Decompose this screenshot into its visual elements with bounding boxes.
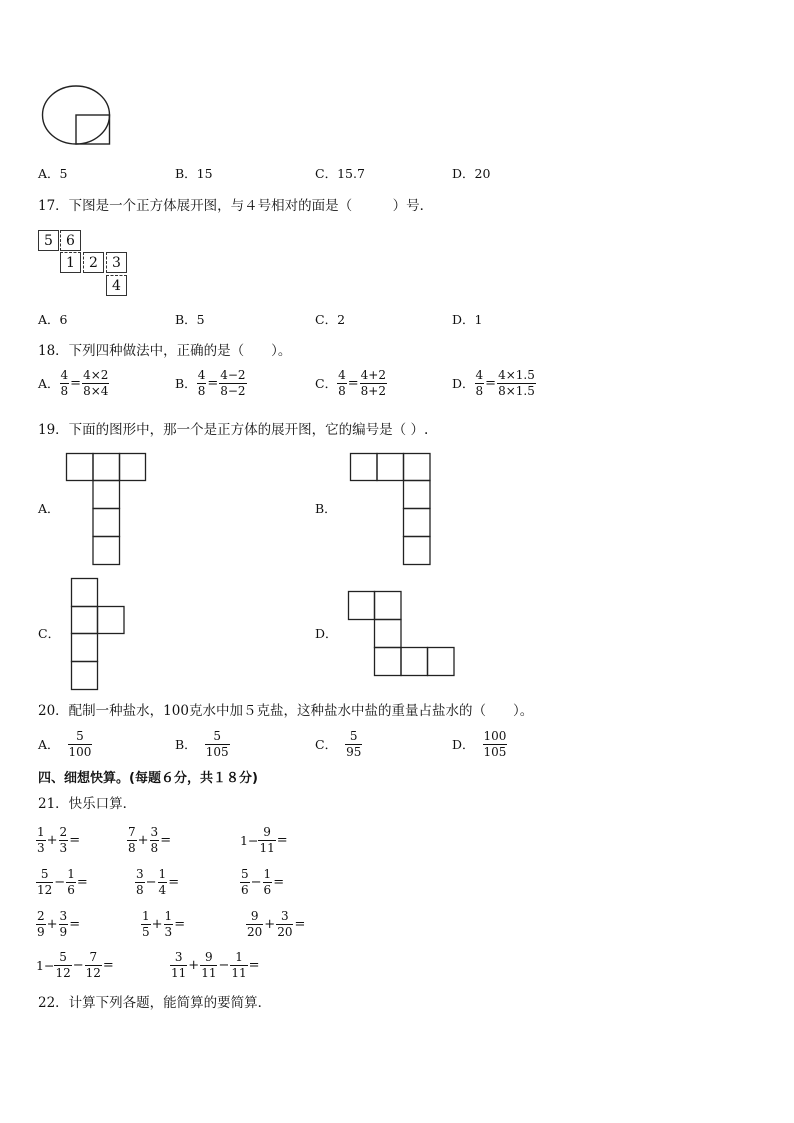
equals-sign: =: [168, 874, 180, 890]
fraction: $\frac{4}{8}$: [60, 368, 69, 398]
operator: +: [46, 832, 58, 848]
q17-option-c[interactable]: C．2: [315, 312, 346, 327]
fraction: $\frac{1}{4}$: [158, 867, 167, 897]
oral-calc-item: [127, 826, 172, 854]
fraction: $\frac{1}{3}$: [37, 825, 45, 855]
fraction: $\frac{9}{20}$: [247, 909, 263, 939]
equals-sign: =: [485, 375, 497, 391]
fraction: $\frac{9}{11}$: [259, 825, 275, 855]
option-label: C．: [315, 376, 338, 392]
net-face-2: 2: [83, 252, 104, 273]
q19-option-c-label[interactable]: C．: [38, 626, 61, 641]
option-label: D．: [452, 376, 475, 392]
q17-option-a[interactable]: A．6: [38, 312, 68, 327]
fraction: $\frac{5}{12}$: [37, 867, 53, 897]
equals-sign: =: [207, 375, 219, 391]
q18-option-d[interactable]: [452, 369, 536, 397]
equals-sign: =: [70, 375, 82, 391]
fraction: $\frac{1}{11}$: [231, 950, 247, 980]
option-label: A．: [38, 737, 60, 753]
equals-sign: =: [76, 874, 88, 890]
fraction: $\frac{3}{8}$: [136, 867, 144, 897]
equals-sign: =: [273, 874, 285, 890]
equals-sign: =: [347, 375, 359, 391]
oral-calc-item: [36, 826, 81, 854]
q17-option-b[interactable]: B．5: [175, 312, 205, 327]
oral-calc-item: [36, 951, 115, 979]
q19-option-d-label[interactable]: D．: [315, 626, 338, 641]
q18-option-c[interactable]: [315, 369, 387, 397]
equals-sign: =: [276, 832, 288, 848]
fraction: $\frac{4+2}{8+2}$: [360, 368, 386, 398]
fraction: $\frac{7}{12}$: [85, 950, 101, 980]
net-face-3: 3: [106, 252, 127, 273]
operator: −: [250, 874, 262, 890]
oral-calc-item: [141, 910, 186, 938]
operator: +: [188, 957, 200, 973]
option-label: D．: [452, 737, 475, 753]
section-title: 四、细想快算。(每题６分，共１８分): [38, 771, 258, 786]
q17-option-d[interactable]: D．1: [452, 312, 483, 327]
fraction: $\frac{4}{8}$: [197, 368, 206, 398]
option-label: C．: [315, 737, 338, 753]
fraction: $\frac{3}{8}$: [150, 825, 159, 855]
fraction: $\frac{4}{8}$: [475, 368, 484, 398]
net-face-1: 1: [60, 252, 81, 273]
fraction: $\frac{1}{3}$: [164, 909, 173, 939]
net-face-6: 6: [60, 230, 81, 251]
q16-option-d[interactable]: D．20: [452, 166, 491, 181]
circle-square-figure: [40, 84, 115, 148]
fraction: $\frac{4\times 1.5}{8\times 1.5}$: [498, 368, 535, 398]
operator: −: [145, 874, 157, 890]
q18-option-b[interactable]: [175, 369, 247, 397]
q19-net-b-figure: [350, 453, 431, 565]
fraction: $\frac{5}{12}$: [55, 950, 71, 980]
operator: −: [72, 957, 84, 973]
q19-option-a-label[interactable]: A．: [38, 501, 60, 516]
fraction: $\frac{1}{6}$: [263, 867, 272, 897]
oral-calc-item: [240, 868, 285, 896]
fraction: $\frac{5}{105}$: [205, 729, 229, 759]
q16-option-c[interactable]: C．15.7: [315, 166, 365, 181]
q16-option-a[interactable]: A．5: [38, 166, 68, 181]
equals-sign: =: [69, 916, 81, 932]
equals-sign: =: [174, 916, 186, 932]
net-face-5: 5: [38, 230, 59, 251]
equals-sign: =: [294, 916, 306, 932]
operator: +: [264, 916, 276, 932]
fraction: $\frac{5}{100}$: [68, 729, 92, 759]
cube-net-figure: [38, 230, 138, 300]
equals-sign: =: [69, 832, 81, 848]
operator: +: [151, 916, 163, 932]
oral-calc-item: [246, 910, 306, 938]
option-label: A．: [38, 376, 60, 392]
option-label: B．: [175, 376, 197, 392]
fraction: $\frac{2}{3}$: [59, 825, 68, 855]
equals-sign: =: [102, 957, 114, 973]
oral-calc-item: [240, 826, 289, 854]
q19-net-d-figure: [348, 591, 456, 677]
fraction: $\frac{2}{9}$: [37, 909, 45, 939]
fraction: $\frac{1}{5}$: [142, 909, 150, 939]
q22-stem: 22．计算下列各题，能简算的要简算．: [38, 995, 272, 1011]
oral-calc-item: [170, 951, 261, 979]
net-face-4: 4: [106, 275, 127, 296]
q20-stem: 20．配制一种盐水，100克水中加５克盐，这种盐水中盐的重量占盐水的（ ）。: [38, 703, 534, 719]
q20-option-a[interactable]: [38, 730, 92, 758]
fraction: $\frac{4\times 2}{8\times 4}$: [83, 368, 109, 398]
fraction: $\frac{3}{20}$: [277, 909, 293, 939]
q17-stem: 17．下图是一个正方体展开图，与４号相对的面是（ ）号．: [38, 198, 434, 214]
q19-net-a-figure: [66, 453, 146, 565]
q16-option-b[interactable]: B．15: [175, 166, 213, 181]
fraction: $\frac{1}{6}$: [67, 867, 75, 897]
q19-stem: 19．下面的图形中，那一个是正方体的展开图，它的编号是（ ）.: [38, 422, 429, 438]
q20-option-b[interactable]: [175, 730, 230, 758]
fraction: $\frac{3}{11}$: [171, 950, 187, 980]
oral-calc-item: [36, 910, 81, 938]
operand: 1−: [36, 957, 55, 973]
fraction: $\frac{5}{95}$: [346, 729, 362, 759]
operator: +: [137, 832, 149, 848]
q18-stem: 18．下列四种做法中，正确的是（ ）。: [38, 343, 292, 359]
fraction: $\frac{7}{8}$: [128, 825, 136, 855]
operand: 1−: [240, 832, 259, 848]
fraction: $\frac{100}{105}$: [483, 729, 507, 759]
q19-net-c-figure: [71, 578, 125, 690]
q20-option-d[interactable]: [452, 730, 507, 758]
q18-option-a[interactable]: [38, 369, 109, 397]
oral-calc-item: [135, 868, 180, 896]
equals-sign: =: [160, 832, 172, 848]
fraction: $\frac{4-2}{8-2}$: [220, 368, 246, 398]
q20-option-c[interactable]: [315, 730, 362, 758]
fraction: $\frac{5}{6}$: [241, 867, 249, 897]
q19-option-b-label[interactable]: B．: [315, 501, 337, 516]
fraction: $\frac{9}{11}$: [201, 950, 217, 980]
equals-sign: =: [248, 957, 260, 973]
operator: −: [54, 874, 66, 890]
operator: +: [46, 916, 58, 932]
oral-calc-item: [36, 868, 89, 896]
q21-stem: 21．快乐口算．: [38, 796, 137, 812]
fraction: $\frac{3}{9}$: [59, 909, 68, 939]
fraction: $\frac{4}{8}$: [338, 368, 346, 398]
operator: −: [218, 957, 230, 973]
option-label: B．: [175, 737, 197, 753]
